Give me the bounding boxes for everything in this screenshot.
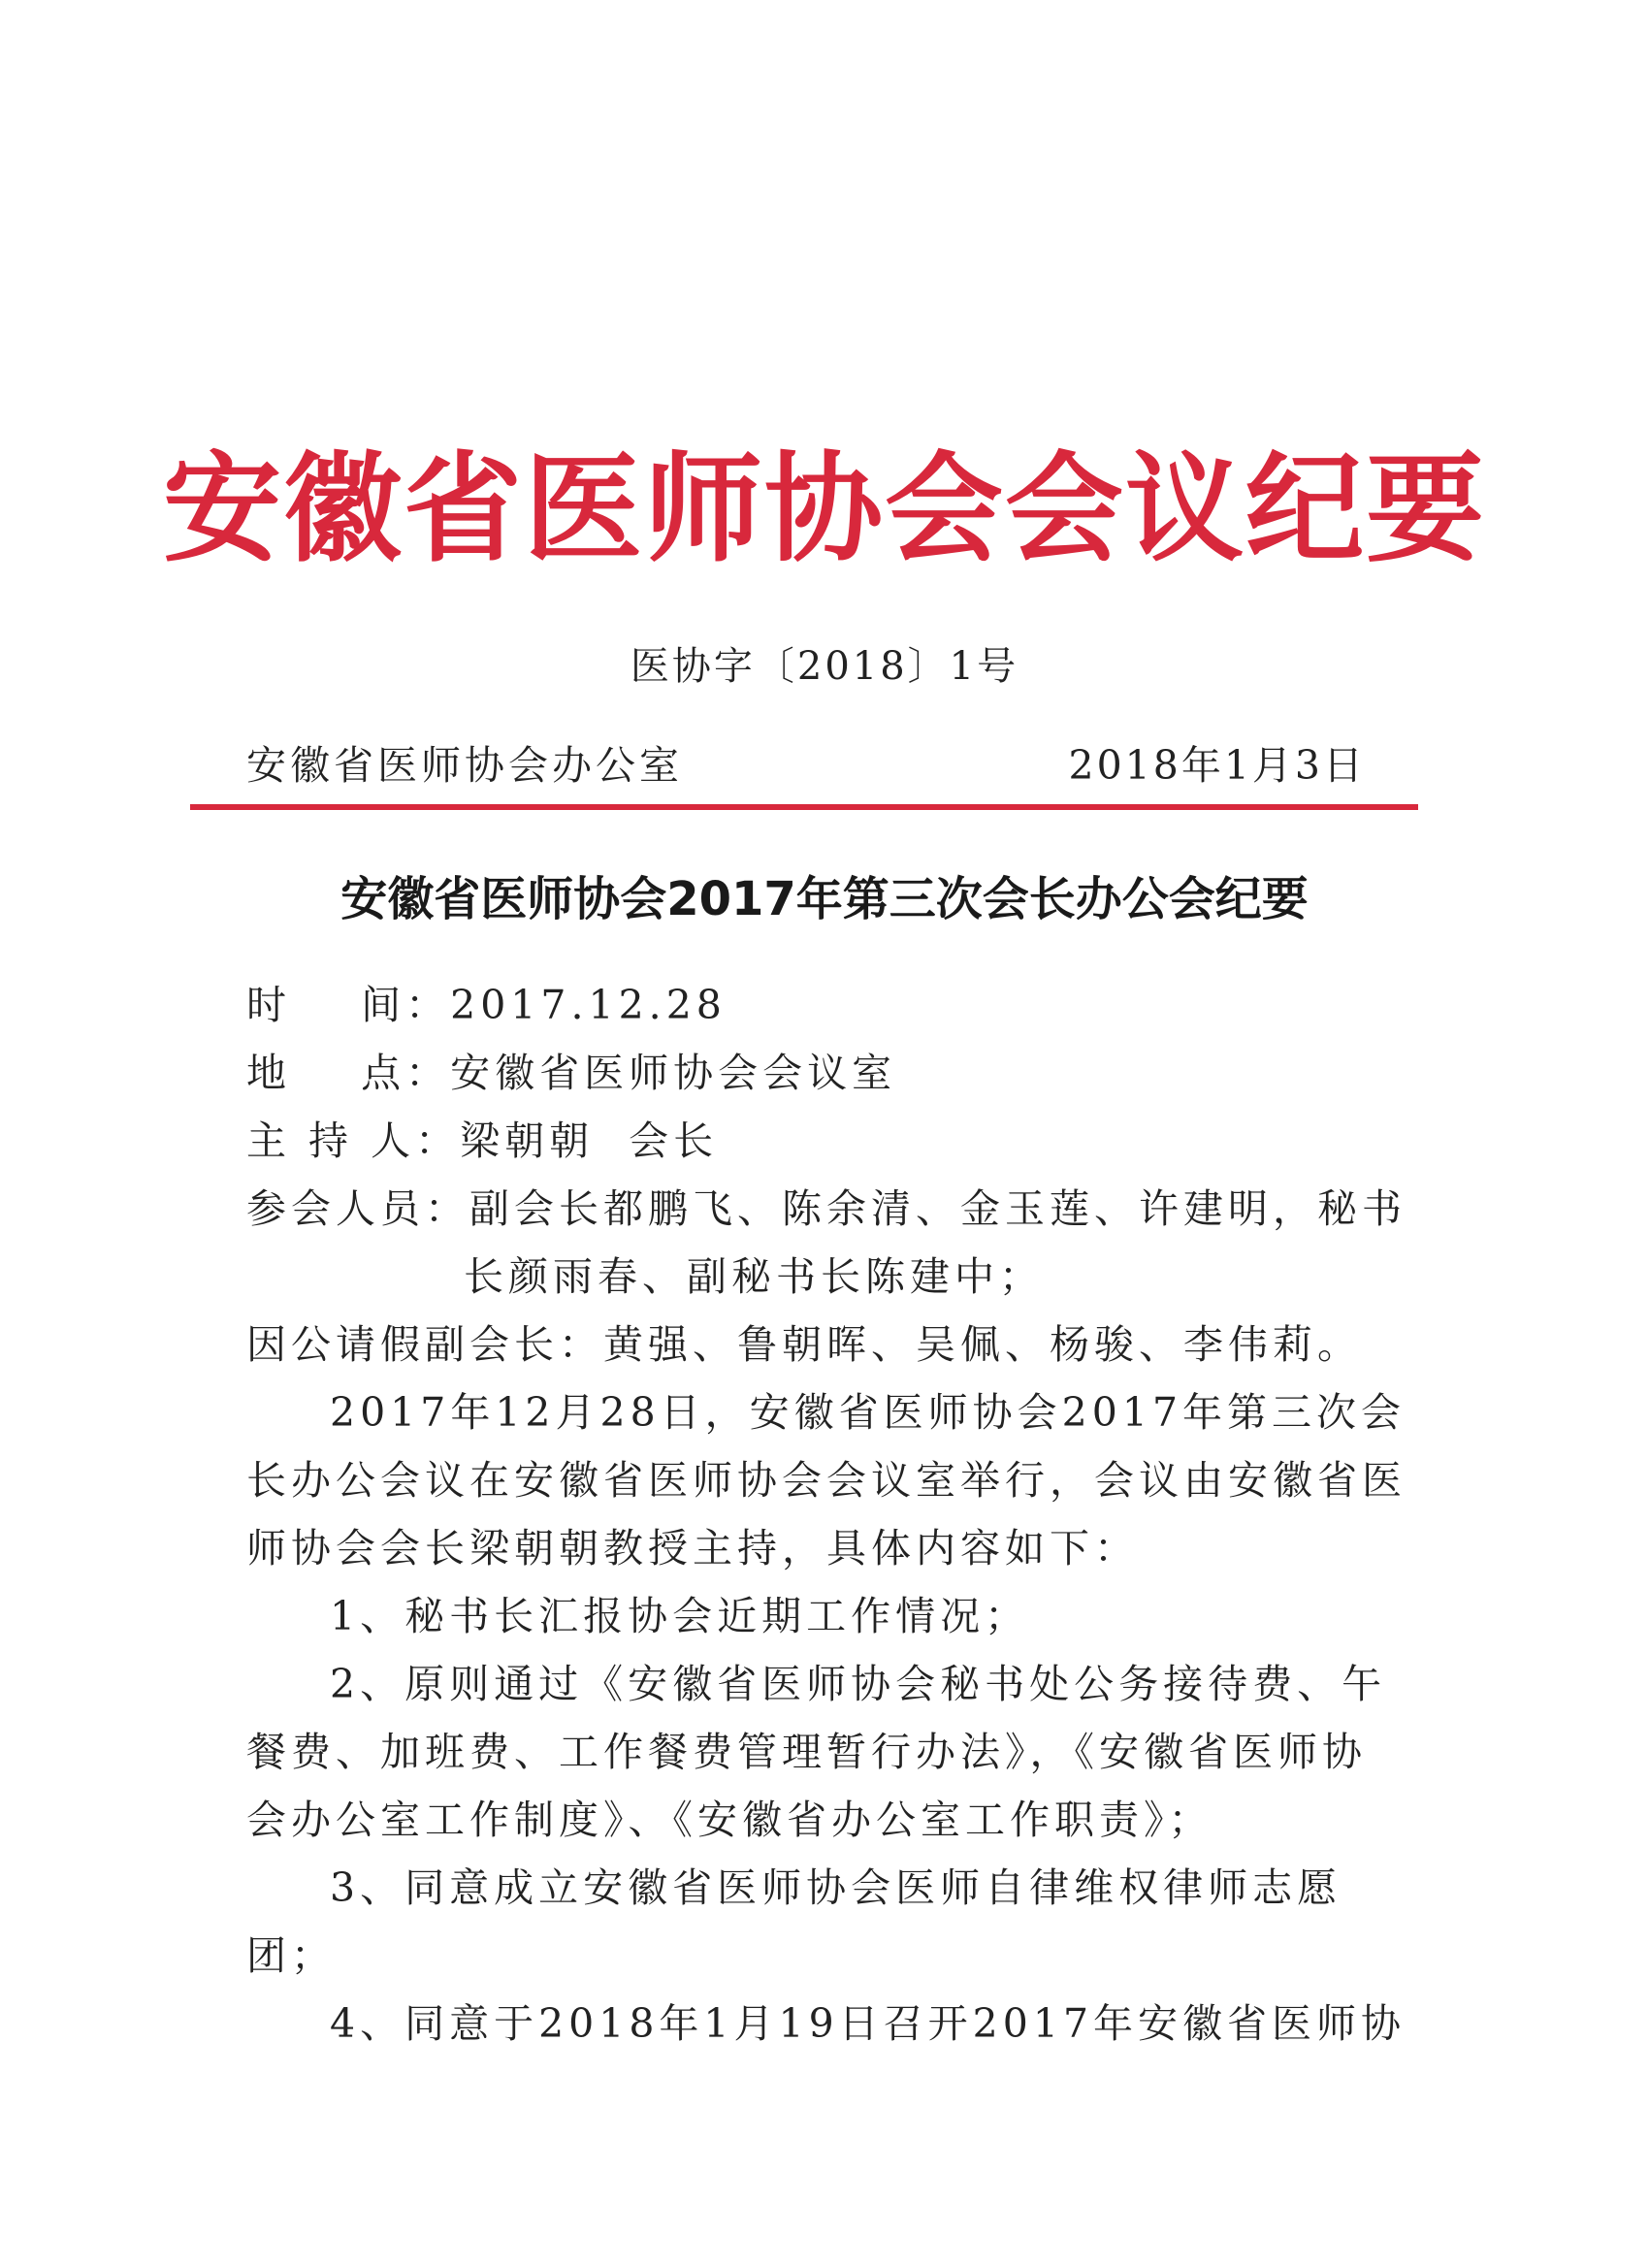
time-value: 2017.12.28	[450, 982, 727, 1028]
attendees-continued: 长颜雨春、副秘书长陈建中；	[464, 1253, 1044, 1300]
issue-date: 2018年1月3日	[1068, 742, 1366, 789]
time-label: 时 间：	[246, 982, 451, 1028]
attendees-list: 副会长都鹏飞、陈余清、金玉莲、许建明，秘书	[469, 1185, 1406, 1232]
item-2-line: 会办公室工作制度》、《安徽省办公室工作职责》；	[246, 1797, 1213, 1843]
document-number: 医协字〔2018〕1号	[630, 644, 1019, 689]
time-row	[246, 982, 727, 1029]
item-2-line: 2、原则通过《安徽省医师协会秘书处公务接待费、午	[330, 1661, 1387, 1707]
intro-paragraph-line: 师协会会长梁朝朝教授主持，具体内容如下：	[246, 1525, 1139, 1571]
absent-row: 因公请假副会长：黄强、鲁朝晖、吴佩、杨骏、李伟莉。	[246, 1321, 1362, 1368]
document-title: 安徽省医师协会会议纪要	[163, 440, 1486, 578]
host-label: 主 持 人：	[246, 1118, 461, 1164]
item-1: 1、秘书长汇报协会近期工作情况；	[330, 1593, 1030, 1639]
place-label: 地 点：	[246, 1050, 451, 1096]
issuing-office: 安徽省医师协会办公室	[246, 742, 683, 789]
host-value: 梁朝朝 会长	[460, 1118, 719, 1164]
item-4-line: 4、同意于2018年1月19日召开2017年安徽省医师协	[330, 2000, 1406, 2047]
place-row	[246, 1050, 896, 1097]
item-3-line: 3、同意成立安徽省医师协会医师自律维权律师志愿	[330, 1864, 1342, 1911]
intro-paragraph-line: 长办公会议在安徽省医师协会会议室举行，会议由安徽省医	[246, 1457, 1406, 1504]
red-divider	[190, 804, 1418, 810]
attendees-row	[246, 1185, 1406, 1233]
meeting-title: 安徽省医师协会2017年第三次会长办公会纪要	[340, 872, 1309, 926]
intro-paragraph-line: 2017年12月28日，安徽省医师协会2017年第三次会	[330, 1389, 1406, 1436]
place-value: 安徽省医师协会会议室	[450, 1050, 897, 1096]
item-2-line: 餐费、加班费、工作餐费管理暂行办法》，《安徽省医师协	[246, 1729, 1367, 1775]
attendees-label: 参会人员：	[246, 1185, 469, 1232]
host-row	[246, 1118, 718, 1165]
item-3-line: 团；	[246, 1932, 336, 1979]
